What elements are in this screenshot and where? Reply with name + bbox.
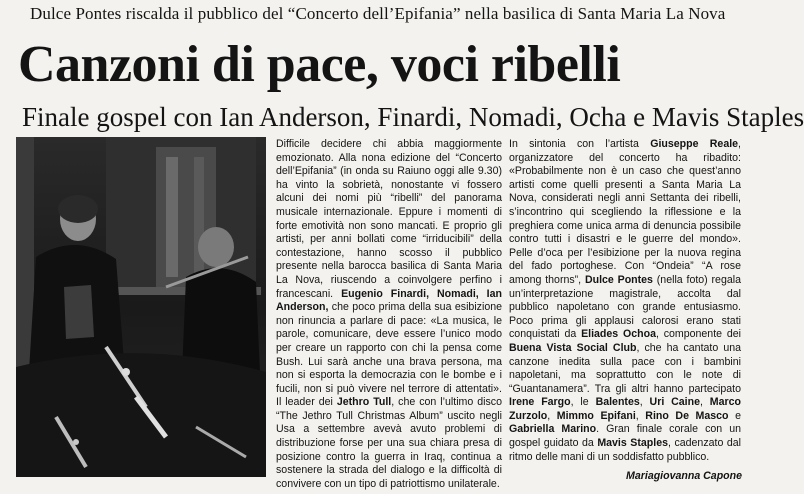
col2-text-5: , che ha cantato una canzone inedita sulla pace con i bambini napoletani, ma soprattutto con le note di “Guantanamera”. Tra gli altri hanno partecipato: [509, 341, 741, 395]
col2-text-4: , componente dei: [655, 328, 741, 341]
headline: Canzoni di pace, voci ribelli: [18, 36, 621, 93]
col2-text-10: ,: [635, 409, 646, 422]
col2-name-zurzolo: Marco Zurzolo: [509, 396, 741, 422]
concert-photo: [16, 137, 266, 477]
col2-text-7: ,: [639, 396, 650, 409]
col1-intro: Difficile decidere chi abbia maggiormente emozionato. Alla nona edizione del “Concerto dell’Epifania” (in onda su Raiuno oggi alle 9.30) ha vinto la sobrietà, nonostante vi fossero alcuni dei nomi più “ribelli” del panorama musicale internazionale. Eppure i momenti di forte emotività non sono mancati. E proprio gli artisti, per anni bollati come “irriducibili” della contestazione, hanno scosso il pubblico presente nella barocca basilica di Santa Maria La Nova, riuscendo a coinvolgere perfino i francescani.: [276, 138, 502, 300]
col1-artists-names: Eugenio Finardi, Nomadi, Ian Anderson,: [276, 287, 502, 314]
col2-name-bvsc: Buena Vista Social Club: [509, 341, 637, 354]
col2-name-epifani: Mimmo Epifani: [556, 409, 636, 422]
col2-name-fargo: Irene Fargo: [509, 396, 571, 409]
col2-text-12: . Gran finale corale con un gospel guidato da: [509, 423, 741, 450]
col2-name-staples: Mavis Staples: [597, 437, 668, 450]
subhead: Finale gospel con Ian Anderson, Finardi, Nomadi, Ocha e Mavis Staples: [22, 102, 804, 132]
col2-name-demasco: Rino De Masco: [645, 409, 729, 422]
author-signature: Mariagiovanna Capone: [626, 470, 742, 482]
col2-text-11: e: [728, 409, 741, 422]
col2-reale-quote: , organizzatore del concerto ha ribadito: «Probabilmente non è un caso che quest’anno artisti come quelli presenti a Santa Maria La Nova, considerati negli anni Settanta dei ribelli, s’incontrino qui scegliendo la riflessione e la preghiera come unica arma di denuncia possibile contro tutti i disastri e le guerre del mondo». Pelle d’oca per l’esibizione per la nuova regina del fado portoghese. Con “Ondeia” “A rose among thorns”,: [509, 138, 741, 286]
col2-text-8: ,: [699, 396, 710, 409]
col1-anderson-quote: che poco prima della sua esibizione non rinuncia a parlare di pace: «La musica, le parole, comunicare, deve essere l’unico modo per creare un rapporto con chi la pensa come Bush. Lui sarà anche una brava persona, ma non si esporta la democrazia con le bombe e i fucili, non si può vivere nel terrore di attentati». Il leader dei: [276, 301, 502, 409]
col2-text-9: ,: [547, 409, 557, 422]
article-column-2: [509, 138, 741, 484]
col2-intro: In sintonia con l’artista: [509, 138, 651, 150]
col2-text-6: , le: [570, 396, 596, 409]
article-column-1: [276, 138, 502, 490]
col1-band-name: Jethro Tull: [336, 396, 392, 409]
col2-text-13: , cadenzato dal ritmo delle mani di un soddisfatto pubblico.: [509, 437, 741, 463]
col2-name-ochoa: Eliades Ochoa: [581, 328, 656, 341]
col2-name-caine: Uri Caine: [649, 396, 700, 409]
col2-name-reale: Giuseppe Reale: [650, 138, 739, 150]
col2-name-pontes: Dulce Pontes: [584, 273, 653, 286]
col2-name-balentes: Balentes: [595, 396, 640, 409]
kicker: Dulce Pontes riscalda il pubblico del “Concerto dell’Epifania” nella basilica di Santa Maria La Nova: [30, 4, 726, 23]
col2-name-marino: Gabriella Marino: [509, 423, 597, 436]
col1-conclusion: , che con l’ultimo disco “The Jethro Tull Christmas Album” uscito negli Usa a settembre avevà avuto problemi di distribuzione forse per una sua chiara presa di posizione contro la guerra in Iraq, continua a sostenere la strada del dialogo e la difficoltà di convivere con un tipo di patriottismo unilaterale.: [276, 396, 502, 490]
col2-pontes-text: (nella foto) regala un’interpretazione magistrale, accolta dal pubblico napoletano con grande entusiasmo. Poco prima gli applausi calorosi erano stati conquistati da: [509, 273, 741, 341]
